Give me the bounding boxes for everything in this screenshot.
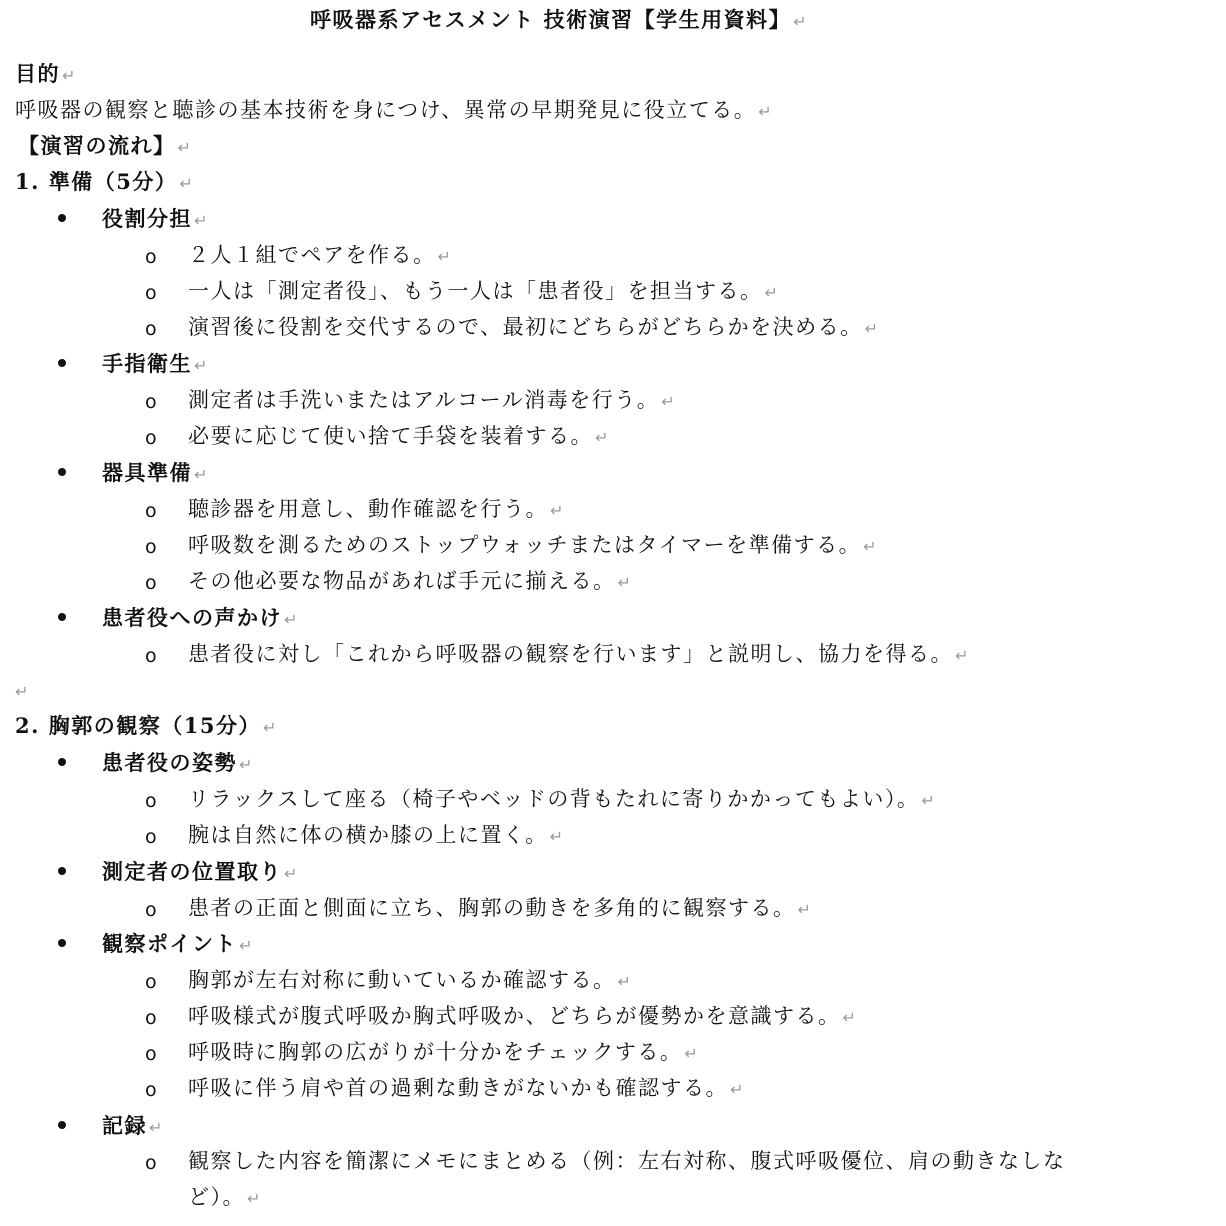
sub-bullet-icon: o: [145, 1152, 157, 1174]
paragraph-mark: ↵: [661, 392, 675, 411]
sub-list-item: 呼吸様式が腹式呼吸か胸式呼吸か、どちらが優勢かを意識する。 ↵: [188, 1004, 856, 1028]
list-item-label: 患者役の姿勢 ↵: [102, 750, 253, 775]
paragraph-mark: ↵: [864, 319, 878, 338]
sub-bullet-icon: o: [145, 427, 157, 449]
list-item-label: 器具準備 ↵: [102, 460, 208, 485]
paragraph-mark: ↵: [617, 573, 631, 592]
sub-bullet-icon: o: [145, 790, 157, 812]
list-item-label: 手指衛生 ↵: [102, 351, 208, 376]
paragraph-mark: ↵: [149, 1118, 163, 1137]
paragraph-mark: ↵: [437, 247, 451, 266]
sub-list-item: その他必要な物品があれば手元に揃える。 ↵: [188, 569, 631, 593]
purpose-heading: 目的 ↵: [15, 61, 76, 86]
sub-list-item: 胸郭が左右対称に動いているか確認する。 ↵: [188, 968, 631, 992]
paragraph-mark: ↵: [177, 138, 191, 157]
section-heading: 1. 準備（5分） ↵: [15, 169, 193, 194]
paragraph-mark: ↵: [239, 755, 253, 774]
paragraph-mark: ↵: [247, 1189, 261, 1208]
bullet-icon: [58, 939, 66, 947]
list-item-label: 測定者の位置取り ↵: [102, 859, 298, 884]
purpose-text: 呼吸器の観察と聴診の基本技術を身につけ、異常の早期発見に役立てる。 ↵: [15, 98, 772, 122]
sub-bullet-icon: o: [145, 246, 157, 268]
paragraph-mark: ↵: [15, 682, 29, 701]
paragraph-mark: ↵: [194, 356, 208, 375]
sub-list-item: ２人１組でペアを作る。 ↵: [188, 243, 451, 267]
sub-list-item: 観察した内容を簡潔にメモにまとめる（例：左右対称、腹式呼吸優位、肩の動きなしな: [188, 1149, 1066, 1173]
sub-list-item: 必要に応じて使い捨て手袋を装着する。 ↵: [188, 424, 609, 448]
sub-list-item: 呼吸時に胸郭の広がりが十分かをチェックする。 ↵: [188, 1040, 698, 1064]
paragraph-mark: ↵: [595, 428, 609, 447]
paragraph-mark: ↵: [550, 501, 564, 520]
sub-bullet-icon: o: [145, 318, 157, 340]
list-item-label: 記録 ↵: [102, 1113, 163, 1138]
bullet-icon: [58, 758, 66, 766]
document-title: 呼吸器系アセスメント 技術演習【学生用資料】 ↵: [310, 7, 807, 32]
empty-paragraph: [13, 677, 28, 705]
sub-bullet-icon: o: [145, 536, 157, 558]
paragraph-mark: ↵: [284, 610, 298, 629]
paragraph-mark: ↵: [62, 66, 76, 85]
sub-list-item: 呼吸数を測るためのストップウォッチまたはタイマーを準備する。 ↵: [188, 533, 877, 557]
sub-list-item: リラックスして座る（椅子やベッドの背もたれに寄りかかってもよい）。 ↵: [188, 787, 935, 811]
sub-list-item: 聴診器を用意し、動作確認を行う。 ↵: [188, 497, 564, 521]
sub-bullet-icon: o: [145, 500, 157, 522]
paragraph-mark: ↵: [842, 1008, 856, 1027]
bullet-icon: [58, 1121, 66, 1129]
bullet-icon: [58, 613, 66, 621]
bullet-icon: [58, 359, 66, 367]
sub-list-item: 患者役に対し「これから呼吸器の観察を行います」と説明し、協力を得る。 ↵: [188, 642, 969, 666]
paragraph-mark: ↵: [758, 102, 772, 121]
bullet-icon: [58, 214, 66, 222]
flow-heading: 【演習の流れ】 ↵: [18, 133, 191, 158]
sub-bullet-icon: o: [145, 391, 157, 413]
list-item-label: 観察ポイント ↵: [102, 931, 253, 956]
sub-list-item: 呼吸に伴う肩や首の過剰な動きがないかも確認する。 ↵: [188, 1076, 744, 1100]
sub-bullet-icon: o: [145, 572, 157, 594]
list-item-label: 役割分担 ↵: [102, 206, 208, 231]
paragraph-mark: ↵: [764, 283, 778, 302]
paragraph-mark: ↵: [921, 791, 935, 810]
sub-list-item-continuation: ど）。 ↵: [188, 1185, 261, 1209]
paragraph-mark: ↵: [797, 900, 811, 919]
paragraph-mark: ↵: [863, 537, 877, 556]
paragraph-mark: ↵: [179, 174, 193, 193]
sub-bullet-icon: o: [145, 645, 157, 667]
bullet-icon: [58, 468, 66, 476]
paragraph-mark: ↵: [684, 1044, 698, 1063]
sub-bullet-icon: o: [145, 282, 157, 304]
sub-list-item: 演習後に役割を交代するので、最初にどちらがどちらかを決める。 ↵: [188, 315, 878, 339]
sub-list-item: 一人は「測定者役」、もう一人は「患者役」を担当する。 ↵: [188, 279, 778, 303]
sub-bullet-icon: o: [145, 826, 157, 848]
paragraph-mark: ↵: [549, 827, 563, 846]
paragraph-mark: ↵: [617, 972, 631, 991]
sub-bullet-icon: o: [145, 1079, 157, 1101]
paragraph-mark: ↵: [262, 718, 277, 737]
list-item-label: 患者役への声かけ ↵: [102, 605, 298, 630]
sub-list-item: 患者の正面と側面に立ち、胸郭の動きを多角的に観察する。 ↵: [188, 896, 811, 920]
section-heading: 2. 胸郭の観察（15分） ↵: [15, 713, 277, 738]
paragraph-mark: ↵: [793, 12, 807, 31]
paragraph-mark: ↵: [284, 864, 298, 883]
sub-bullet-icon: o: [145, 1007, 157, 1029]
paragraph-mark: ↵: [239, 936, 253, 955]
bullet-icon: [58, 867, 66, 875]
sub-bullet-icon: o: [145, 971, 157, 993]
paragraph-mark: ↵: [730, 1080, 744, 1099]
paragraph-mark: ↵: [194, 211, 208, 230]
sub-list-item: 測定者は手洗いまたはアルコール消毒を行う。 ↵: [188, 388, 675, 412]
paragraph-mark: ↵: [955, 646, 969, 665]
sub-bullet-icon: o: [145, 899, 157, 921]
paragraph-mark: ↵: [194, 465, 208, 484]
sub-bullet-icon: o: [145, 1043, 157, 1065]
sub-list-item: 腕は自然に体の横か膝の上に置く。 ↵: [188, 823, 563, 847]
